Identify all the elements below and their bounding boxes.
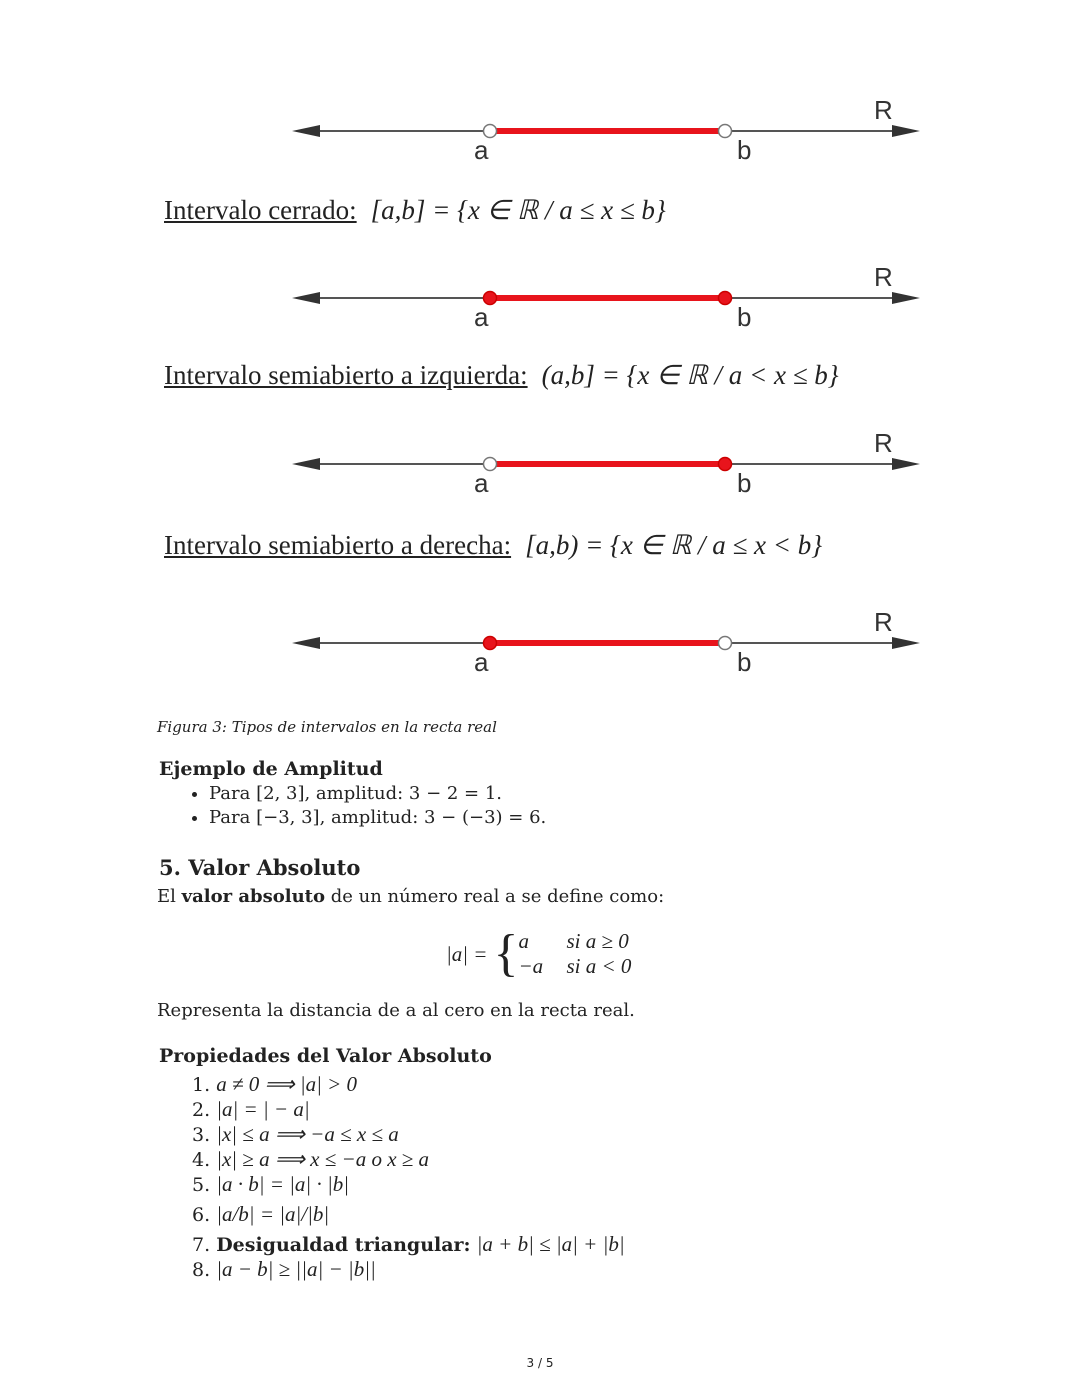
case-value: a [518, 929, 529, 953]
number-line-svg [280, 90, 940, 170]
item-number: 4. [192, 1149, 211, 1171]
property-item [192, 1257, 625, 1282]
label-real-axis: R [874, 262, 893, 292]
item-formula: |a| = | − a| [216, 1097, 310, 1121]
label-a: a [474, 135, 489, 165]
label-b: b [737, 135, 752, 165]
item-formula: |a · b| = |a| · |b| [216, 1172, 349, 1196]
number-line-svg [280, 257, 940, 337]
definition-formula: [a,b) = {x ∈ ℝ / a ≤ x < b} [525, 530, 823, 560]
intro-text [157, 886, 664, 907]
left-arrow-icon [292, 292, 320, 304]
label-a: a [474, 302, 489, 332]
endpoint-b-open [719, 125, 732, 138]
item-number: 5. [192, 1174, 211, 1196]
item-number: 8. [192, 1259, 211, 1281]
item-number: 2. [192, 1099, 211, 1121]
label-b: b [737, 468, 752, 498]
number-line-svg [280, 423, 940, 503]
case-condition: si a ≥ 0 [566, 929, 629, 953]
item-number: 6. [192, 1204, 211, 1226]
figure-caption: Figura 3: Tipos de intervalos en la recta real [157, 718, 497, 736]
formula-lhs: |a| = [446, 941, 488, 966]
item-formula: a ≠ 0 ⟹ |a| > 0 [216, 1072, 358, 1096]
definition-right-open [164, 530, 822, 561]
abs-definition-formula [446, 925, 632, 982]
property-item [192, 1072, 625, 1097]
item-formula: |a + b| ≤ |a| + |b| [476, 1232, 625, 1256]
list-item: • Para [2, 3], amplitud: 3 − 2 = 1. [209, 782, 546, 806]
item-number: 7. [192, 1234, 211, 1256]
property-item [192, 1197, 625, 1232]
property-item [192, 1232, 625, 1257]
example-heading: Ejemplo de Amplitud [159, 758, 383, 780]
number-line-closed [280, 257, 940, 337]
definition-title: Intervalo semiabierto a izquierda: [164, 360, 528, 390]
endpoint-b-closed [719, 292, 732, 305]
number-line-open [280, 90, 940, 170]
properties-heading: Propiedades del Valor Absoluto [159, 1045, 492, 1067]
case-condition: si a < 0 [566, 954, 632, 978]
left-arrow-icon [292, 637, 320, 649]
case-value: −a [518, 954, 544, 978]
text: de un número real a se define como: [324, 886, 665, 907]
page-number: 3 / 5 [526, 1356, 554, 1370]
right-arrow-icon [892, 292, 920, 304]
property-item [192, 1097, 625, 1122]
right-arrow-icon [892, 125, 920, 137]
item-formula: |a − b| ≥ ||a| − |b|| [216, 1257, 376, 1281]
property-item [192, 1122, 625, 1147]
item-number: 1. [192, 1074, 211, 1096]
list-item: • Para [−3, 3], amplitud: 3 − (−3) = 6. [209, 806, 546, 830]
item-formula: |x| ≥ a ⟹ x ≤ −a o x ≥ a [216, 1147, 430, 1171]
label-real-axis: R [874, 607, 893, 637]
bold-term: valor absoluto [181, 886, 325, 907]
properties-list [192, 1072, 625, 1282]
item-bold-label: Desigualdad triangular: [216, 1234, 471, 1256]
left-arrow-icon [292, 125, 320, 137]
brace: { [493, 925, 519, 982]
item-formula: |x| ≤ a ⟹ −a ≤ x ≤ a [216, 1122, 399, 1146]
text: El [157, 886, 182, 907]
endpoint-b-closed [719, 458, 732, 471]
label-real-axis: R [874, 95, 893, 125]
property-item [192, 1172, 625, 1197]
number-line-right-open [280, 602, 940, 682]
number-line-left-open [280, 423, 940, 503]
label-real-axis: R [874, 428, 893, 458]
definition-title: Intervalo semiabierto a derecha: [164, 530, 512, 560]
label-a: a [474, 647, 489, 677]
section-heading: 5. Valor Absoluto [159, 855, 361, 880]
property-item [192, 1147, 625, 1172]
label-b: b [737, 302, 752, 332]
number-line-svg [280, 602, 940, 682]
right-arrow-icon [892, 458, 920, 470]
item-formula: |a/b| = |a|/|b| [216, 1202, 330, 1226]
right-arrow-icon [892, 637, 920, 649]
item-number: 3. [192, 1124, 211, 1146]
definition-left-open [164, 360, 839, 391]
definition-formula: [a,b] = {x ∈ ℝ / a ≤ x ≤ b} [370, 195, 666, 225]
label-a: a [474, 468, 489, 498]
definition-formula: (a,b] = {x ∈ ℝ / a < x ≤ b} [541, 360, 839, 390]
note-text: Representa la distancia de a al cero en la recta real. [157, 1000, 635, 1021]
left-arrow-icon [292, 458, 320, 470]
example-section [159, 758, 546, 830]
endpoint-b-open [719, 637, 732, 650]
definition-title: Intervalo cerrado: [164, 195, 357, 225]
label-b: b [737, 647, 752, 677]
definition-closed [164, 195, 666, 226]
